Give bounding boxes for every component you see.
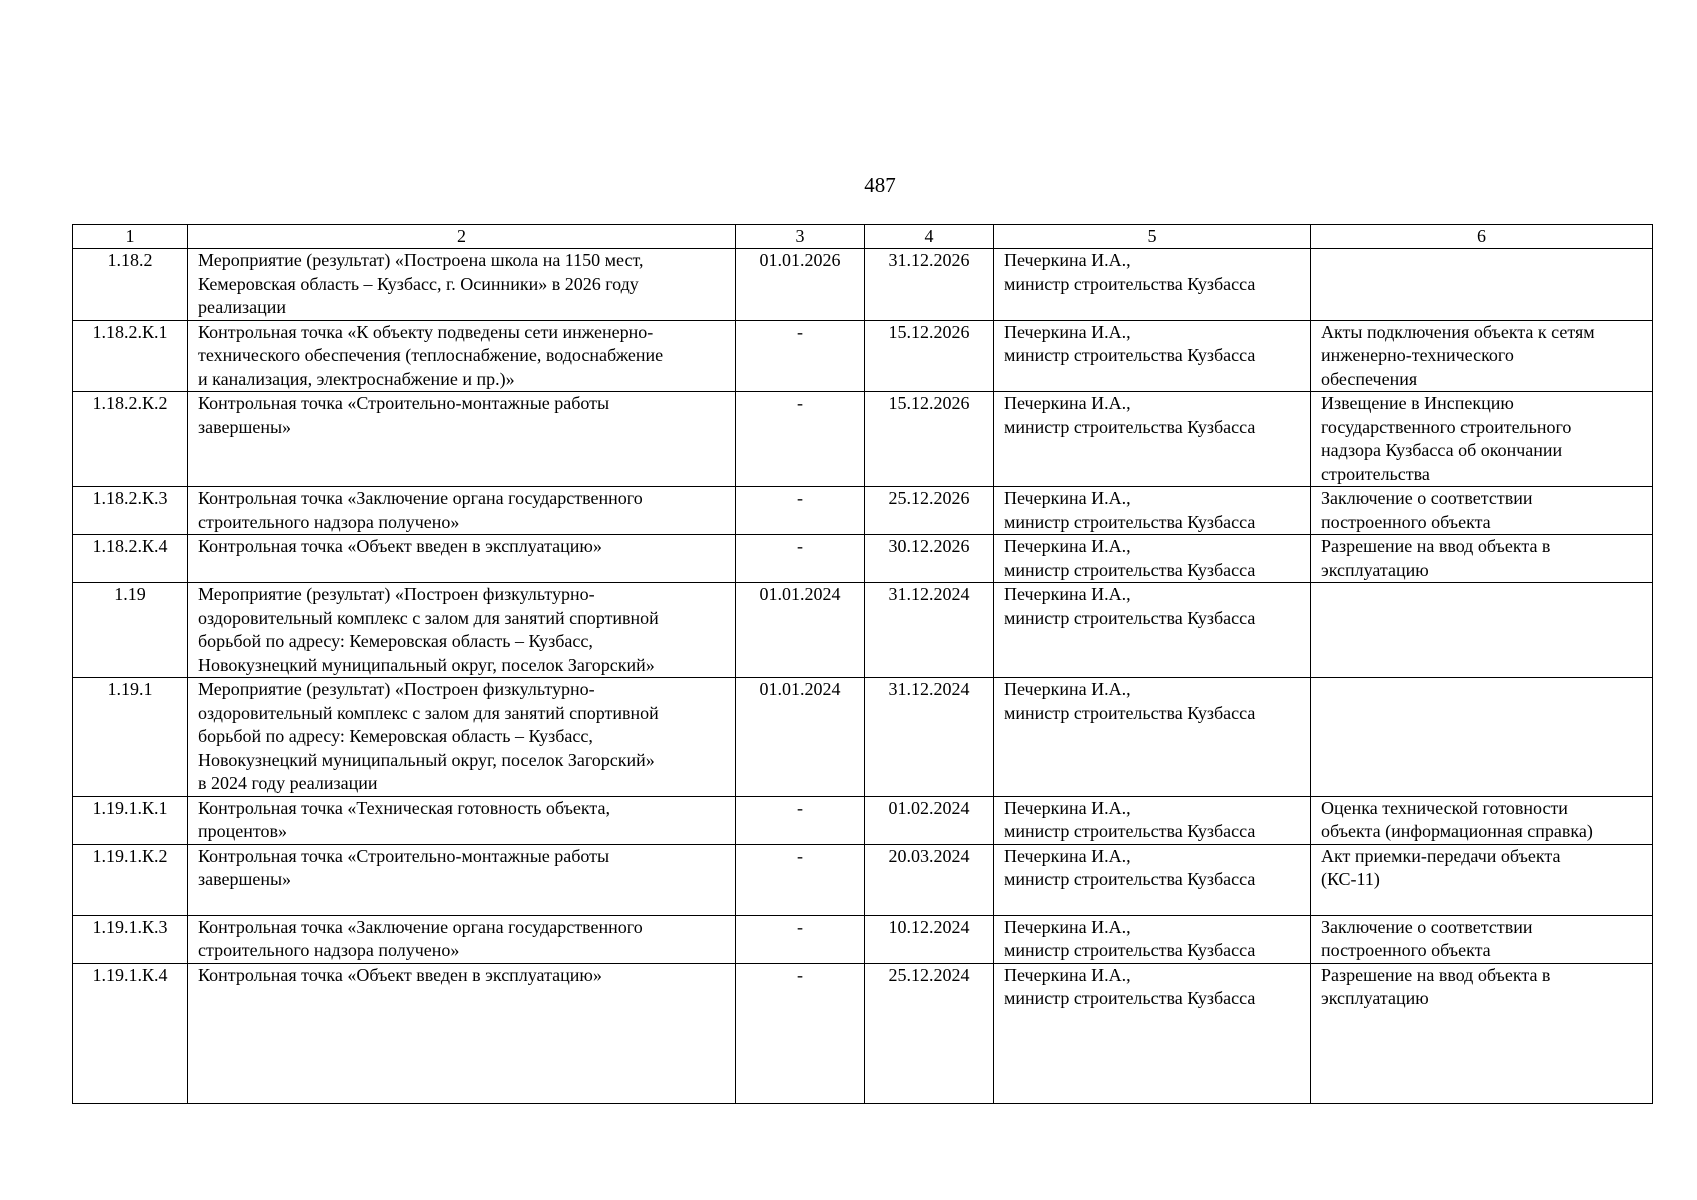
- column-header: 2: [188, 225, 736, 249]
- item-description-line: Контрольная точка «Объект введен в эксплуатацию»: [198, 964, 602, 985]
- column-header: 6: [1311, 225, 1653, 249]
- item-description-line: Мероприятие (результат) «Построен физкультурно-: [198, 584, 595, 604]
- confirming-document-line: (КС-11): [1321, 869, 1380, 889]
- confirming-document-line: обеспечения: [1321, 368, 1418, 389]
- item-description-line: реализации: [198, 297, 286, 317]
- confirming-document-line: построенного объекта: [1321, 940, 1491, 960]
- item-description-line: Контрольная точка «Заключение органа государственного: [198, 488, 643, 508]
- responsible-person-line: Печеркина И.А.,: [1004, 797, 1131, 818]
- confirming-document-line: Акт приемки-передачи объекта: [1321, 845, 1561, 866]
- start-date: -: [736, 963, 865, 1103]
- end-date: 15.12.2026: [865, 392, 994, 487]
- confirming-document: [1311, 844, 1653, 915]
- item-description-line: Новокузнецкий муниципальный округ, поселок Загорский»: [198, 749, 655, 770]
- item-description-line: строительного надзора получено»: [198, 940, 460, 960]
- table-row: [73, 487, 1653, 535]
- item-description-line: технического обеспечения (теплоснабжение, водоснабжение: [198, 345, 664, 365]
- table-row: [73, 915, 1653, 963]
- table-row: [73, 844, 1653, 915]
- page-number: 487: [864, 173, 896, 197]
- item-description-line: Контрольная точка «Техническая готовность объекта,: [198, 797, 610, 818]
- table-row: [73, 249, 1653, 321]
- responsible-person: [994, 320, 1311, 392]
- confirming-document: [1311, 583, 1653, 678]
- item-description-line: строительного надзора получено»: [198, 511, 460, 532]
- responsible-person-line: министр строительства Кузбасса: [1004, 607, 1256, 628]
- item-description: [188, 583, 736, 678]
- table-row: [73, 392, 1653, 487]
- responsible-person-line: Печеркина И.А.,: [1004, 845, 1131, 866]
- responsible-person: [994, 844, 1311, 915]
- responsible-person-line: министр строительства Кузбасса: [1004, 940, 1256, 960]
- column-header: 1: [73, 225, 188, 249]
- responsible-person: [994, 583, 1311, 678]
- responsible-person-line: Печеркина И.А.,: [1004, 584, 1131, 604]
- item-description-line: Контрольная точка «К объекту подведены сети инженерно-: [198, 321, 654, 342]
- responsible-person-line: Печеркина И.А.,: [1004, 916, 1131, 937]
- confirming-document: [1311, 796, 1653, 844]
- item-description-line: завершены»: [198, 869, 292, 889]
- item-number: 1.18.2.К.1: [73, 320, 188, 392]
- item-description-line: оздоровительный комплекс с залом для занятий спортивной: [198, 702, 659, 723]
- item-description: [188, 844, 736, 915]
- item-description-line: в 2024 году реализации: [198, 773, 378, 793]
- item-description-line: Кемеровская область – Кузбасс, г. Осинники» в 2026 году: [198, 273, 639, 294]
- column-header: 3: [736, 225, 865, 249]
- end-date: 20.03.2024: [865, 844, 994, 915]
- item-number: 1.19.1: [73, 678, 188, 797]
- end-date: 01.02.2024: [865, 796, 994, 844]
- confirming-document-line: Разрешение на ввод объекта в: [1321, 964, 1551, 985]
- end-date: 30.12.2026: [865, 535, 994, 583]
- header-row: [73, 225, 1653, 249]
- responsible-person: [994, 487, 1311, 535]
- table-row: [73, 583, 1653, 678]
- start-date: -: [736, 915, 865, 963]
- end-date: 15.12.2026: [865, 320, 994, 392]
- end-date: 31.12.2024: [865, 678, 994, 797]
- confirming-document-line: государственного строительного: [1321, 416, 1572, 437]
- responsible-person-line: министр строительства Кузбасса: [1004, 988, 1256, 1008]
- confirming-document-line: эксплуатацию: [1321, 988, 1429, 1008]
- responsible-person: [994, 678, 1311, 797]
- item-description: [188, 249, 736, 321]
- confirming-document: [1311, 915, 1653, 963]
- start-date: -: [736, 392, 865, 487]
- item-description-line: борьбой по адресу: Кемеровская область – Кузбасс,: [198, 726, 593, 746]
- responsible-person-line: Печеркина И.А.,: [1004, 321, 1131, 342]
- item-number: 1.18.2.К.3: [73, 487, 188, 535]
- item-number: 1.19.1.К.2: [73, 844, 188, 915]
- confirming-document-line: Разрешение на ввод объекта в: [1321, 536, 1551, 556]
- item-description-line: Контрольная точка «Объект введен в эксплуатацию»: [198, 536, 602, 556]
- table-row: [73, 796, 1653, 844]
- responsible-person-line: министр строительства Кузбасса: [1004, 559, 1256, 580]
- responsible-person: [994, 535, 1311, 583]
- responsible-person-line: Печеркина И.А.,: [1004, 250, 1131, 270]
- item-number: 1.18.2: [73, 249, 188, 321]
- end-date: 10.12.2024: [865, 915, 994, 963]
- item-description-line: Новокузнецкий муниципальный округ, поселок Загорский»: [198, 654, 655, 675]
- start-date: 01.01.2024: [736, 583, 865, 678]
- item-description-line: оздоровительный комплекс с залом для занятий спортивной: [198, 607, 659, 628]
- responsible-person-line: Печеркина И.А.,: [1004, 488, 1131, 508]
- item-description: [188, 320, 736, 392]
- responsible-person-line: министр строительства Кузбасса: [1004, 416, 1256, 437]
- end-date: 31.12.2026: [865, 249, 994, 321]
- responsible-person: [994, 392, 1311, 487]
- responsible-person-line: Печеркина И.А.,: [1004, 536, 1131, 556]
- column-header: 5: [994, 225, 1311, 249]
- confirming-document-line: Оценка технической готовности: [1321, 797, 1568, 818]
- item-description-line: борьбой по адресу: Кемеровская область – Кузбасс,: [198, 631, 593, 651]
- responsible-person-line: министр строительства Кузбасса: [1004, 702, 1256, 723]
- start-date: 01.01.2026: [736, 249, 865, 321]
- item-description-line: Контрольная точка «Строительно-монтажные работы: [198, 845, 610, 866]
- confirming-document-line: инженерно-технического: [1321, 345, 1514, 365]
- confirming-document-line: Извещение в Инспекцию: [1321, 393, 1514, 413]
- confirming-document-line: объекта (информационная справка): [1321, 821, 1593, 841]
- item-description: [188, 487, 736, 535]
- start-date: -: [736, 796, 865, 844]
- item-number: 1.19.1.К.1: [73, 796, 188, 844]
- item-description-line: Мероприятие (результат) «Построен физкультурно-: [198, 679, 595, 699]
- confirming-document-line: Акты подключения объекта к сетям: [1321, 321, 1595, 342]
- item-description: [188, 915, 736, 963]
- item-description: [188, 678, 736, 797]
- table-row: [73, 678, 1653, 797]
- item-number: 1.19: [73, 583, 188, 678]
- confirming-document: [1311, 487, 1653, 535]
- responsible-person-line: министр строительства Кузбасса: [1004, 821, 1256, 841]
- item-description: [188, 392, 736, 487]
- item-description-line: Контрольная точка «Заключение органа государственного: [198, 916, 643, 937]
- confirming-document: [1311, 249, 1653, 321]
- confirming-document: [1311, 678, 1653, 797]
- confirming-document-line: Заключение о соответствии: [1321, 916, 1533, 937]
- item-description: [188, 796, 736, 844]
- table-row: [73, 320, 1653, 392]
- responsible-person-line: министр строительства Кузбасса: [1004, 869, 1256, 889]
- item-number: 1.18.2.К.4: [73, 535, 188, 583]
- item-description: [188, 535, 736, 583]
- confirming-document-line: построенного объекта: [1321, 511, 1491, 532]
- confirming-document: [1311, 535, 1653, 583]
- item-description-line: и канализация, электроснабжение и пр.)»: [198, 368, 515, 389]
- responsible-person: [994, 249, 1311, 321]
- responsible-person-line: Печеркина И.А.,: [1004, 964, 1131, 985]
- item-description-line: Мероприятие (результат) «Построена школа на 1150 мест,: [198, 250, 644, 270]
- responsible-person: [994, 963, 1311, 1103]
- plan-table: [72, 224, 1653, 1104]
- end-date: 25.12.2026: [865, 487, 994, 535]
- item-number: 1.18.2.К.2: [73, 392, 188, 487]
- item-description-line: процентов»: [198, 821, 288, 841]
- responsible-person-line: министр строительства Кузбасса: [1004, 511, 1256, 532]
- column-header: 4: [865, 225, 994, 249]
- table-row: [73, 963, 1653, 1103]
- table-row: [73, 535, 1653, 583]
- responsible-person: [994, 796, 1311, 844]
- item-description-line: Контрольная точка «Строительно-монтажные работы: [198, 393, 610, 413]
- confirming-document: [1311, 963, 1653, 1103]
- end-date: 31.12.2024: [865, 583, 994, 678]
- item-description: [188, 963, 736, 1103]
- start-date: 01.01.2024: [736, 678, 865, 797]
- confirming-document-line: строительства: [1321, 463, 1430, 484]
- responsible-person-line: Печеркина И.А.,: [1004, 393, 1131, 413]
- responsible-person-line: министр строительства Кузбасса: [1004, 345, 1256, 365]
- table-body: [73, 249, 1653, 1104]
- start-date: -: [736, 487, 865, 535]
- responsible-person-line: Печеркина И.А.,: [1004, 679, 1131, 699]
- start-date: -: [736, 844, 865, 915]
- start-date: -: [736, 535, 865, 583]
- responsible-person: [994, 915, 1311, 963]
- confirming-document-line: надзора Кузбасса об окончании: [1321, 440, 1563, 460]
- end-date: 25.12.2024: [865, 963, 994, 1103]
- confirming-document-line: эксплуатацию: [1321, 559, 1429, 580]
- item-number: 1.19.1.К.3: [73, 915, 188, 963]
- responsible-person-line: министр строительства Кузбасса: [1004, 273, 1256, 294]
- start-date: -: [736, 320, 865, 392]
- item-number: 1.19.1.К.4: [73, 963, 188, 1103]
- confirming-document: [1311, 392, 1653, 487]
- confirming-document: [1311, 320, 1653, 392]
- confirming-document-line: Заключение о соответствии: [1321, 488, 1533, 508]
- item-description-line: завершены»: [198, 416, 292, 437]
